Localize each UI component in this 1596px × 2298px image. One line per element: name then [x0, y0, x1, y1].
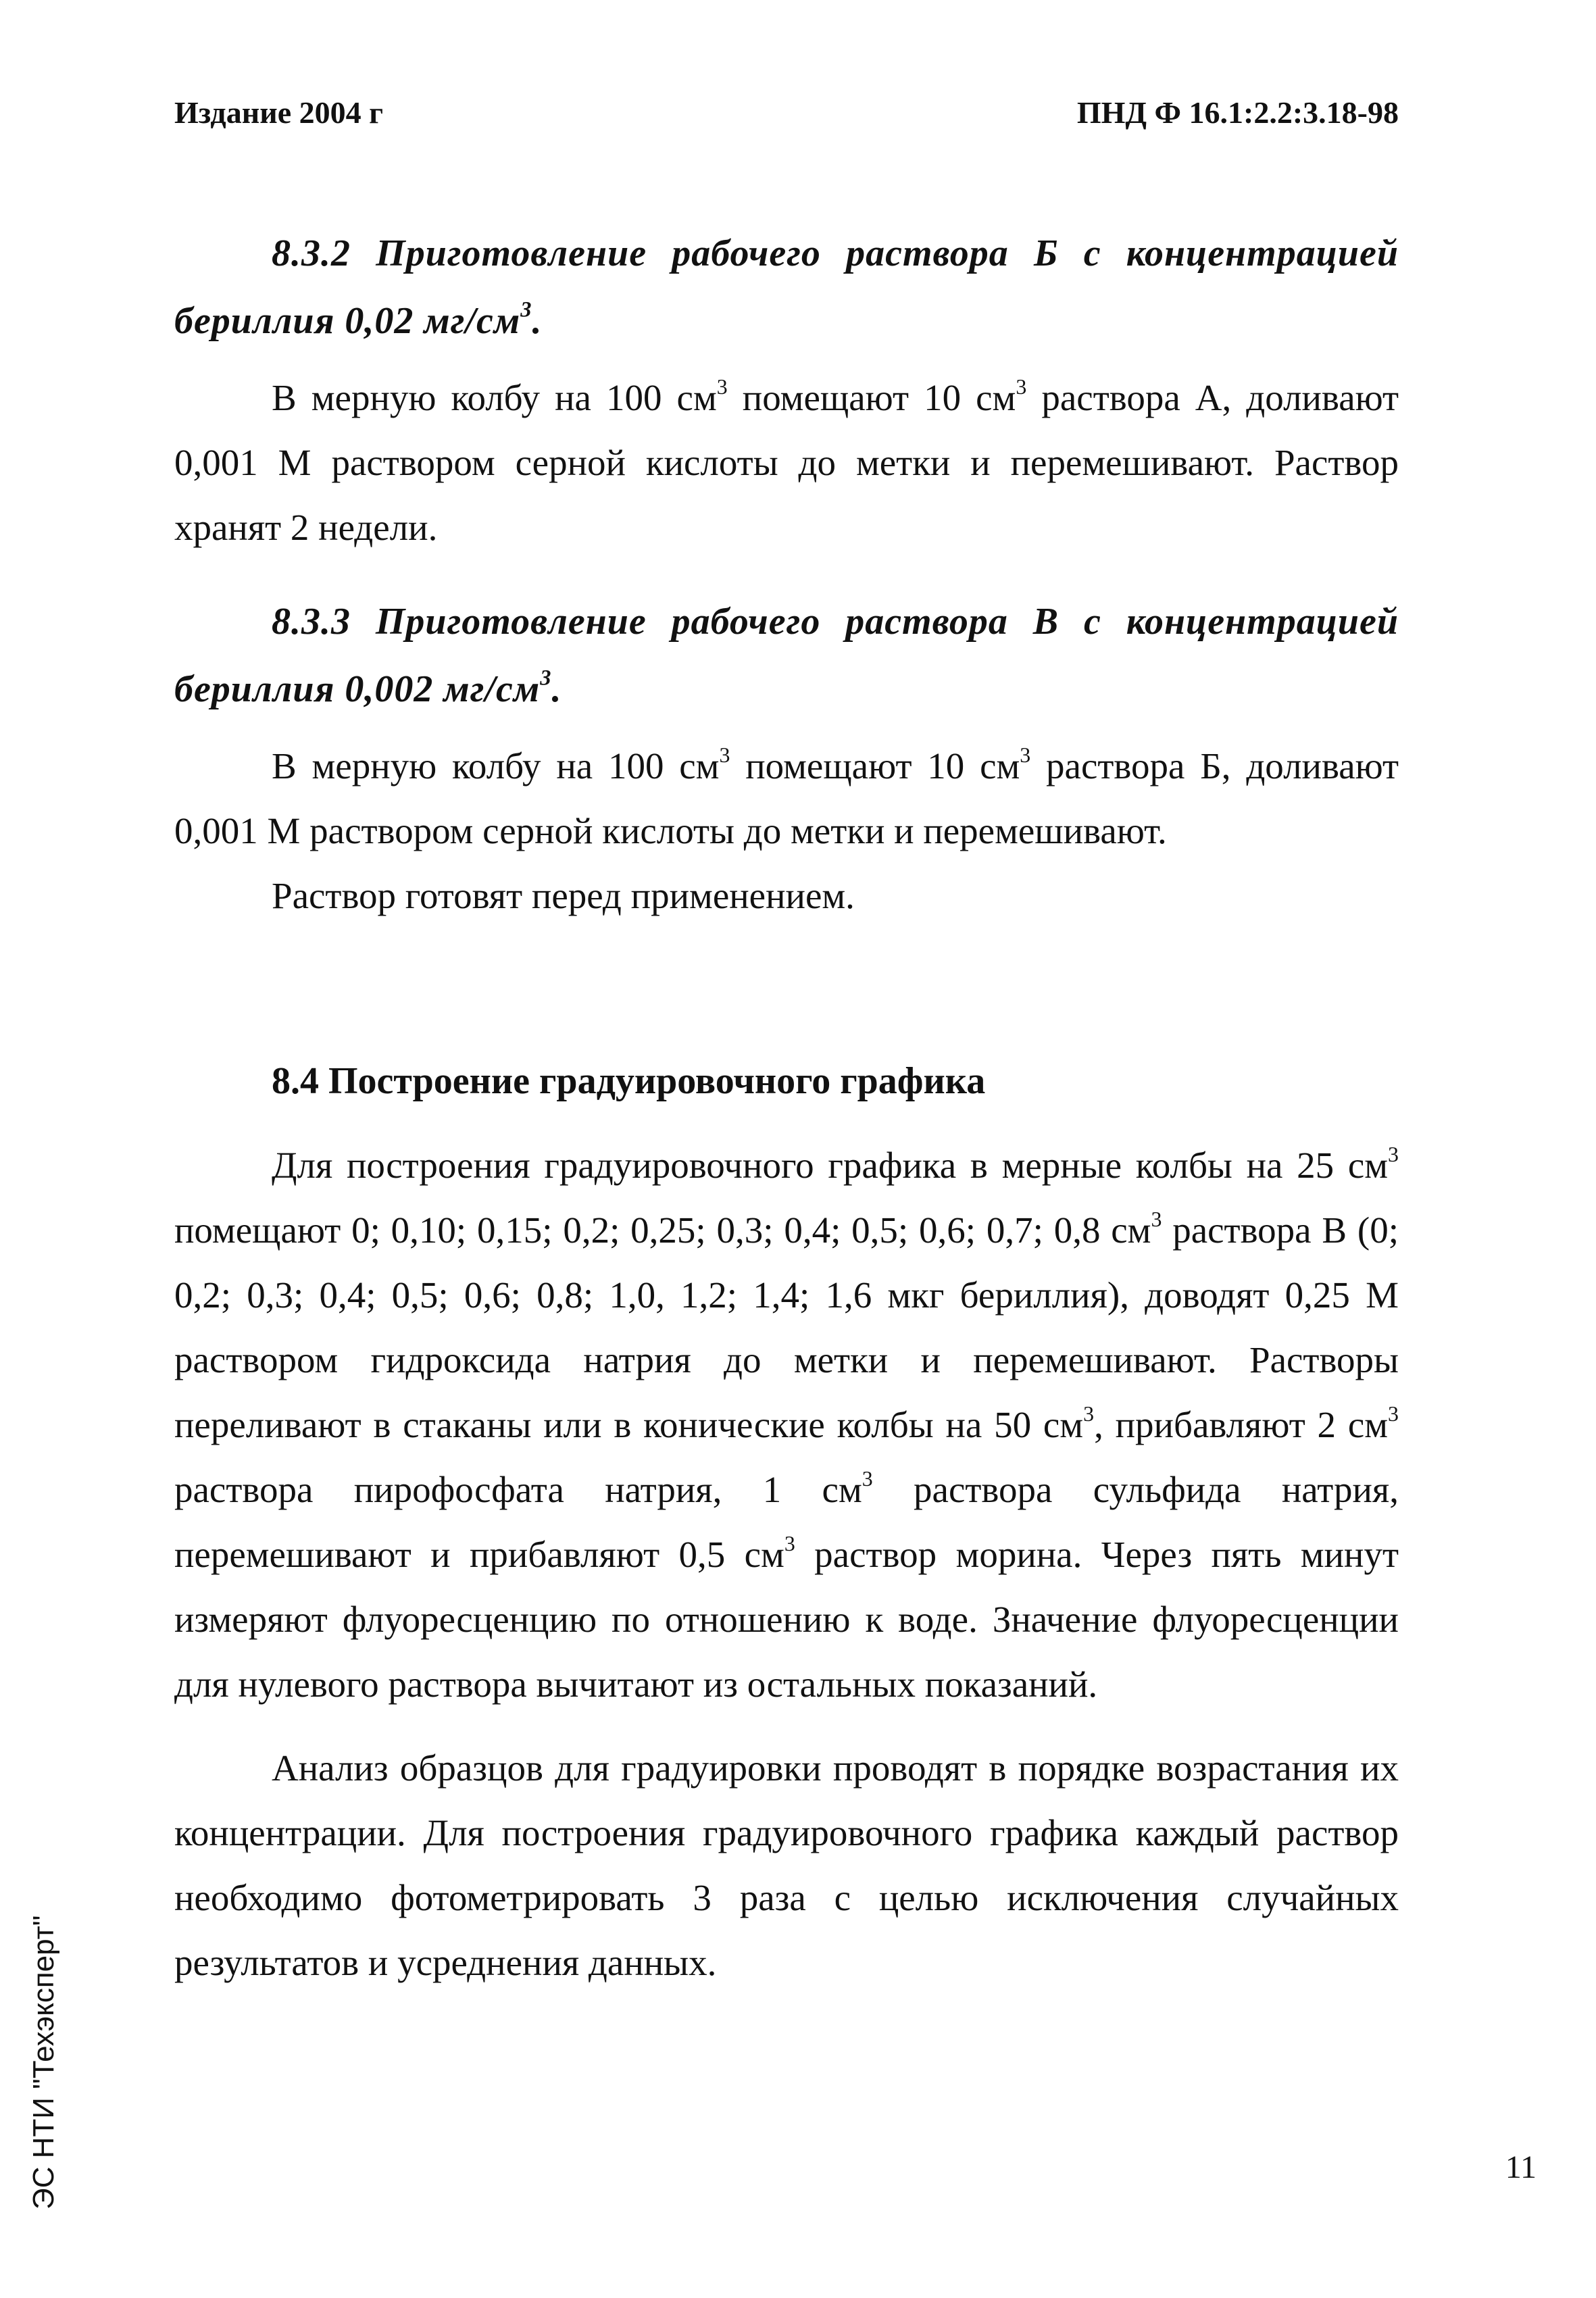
document-code: ПНД Ф 16.1:2.2:3.18-98 — [1076, 95, 1399, 130]
paragraph-solution-v: В мерную колбу на 100 $см^3$ помещают 10 $см^3$ раствора Б, доливают 0,001 М раствором серной кислоты до метки и перемешивают. — [174, 743, 1399, 851]
edition-label: Издание 2004 г — [174, 95, 384, 130]
sidebar-watermark: ЭС НТИ "Техэксперт" — [27, 1915, 60, 2209]
paragraph-analysis-order: Анализ образцов для градуировки проводят в порядке возрастания их концентрации. Для построения градуировочного графика каждый раствор необходимо фотометрировать 3 раза с целью исключения случайных результатов и усреднения данных. — [174, 1747, 1399, 1983]
page-number: 11 — [1505, 2149, 1537, 2185]
section-heading-8-3-2: 8.3.2 Приготовление рабочего раствора Б с концентрацией бериллия 0,02 $мг/см^3$. — [174, 232, 1399, 342]
section-heading-8-3-3: 8.3.3 Приготовление рабочего раствора В с концентрацией бериллия 0,002 $мг/см^3$. — [174, 601, 1399, 710]
section-8-4 — [174, 1051, 1399, 1995]
section-8-3-3 — [174, 588, 1399, 928]
paragraph-solution-b: В мерную колбу на 100 $см^3$ помещают 10 $см^3$ раствора А, доливают 0,001 М раствором серной кислоты до метки и перемешивают. Раствор хранят 2 недели. — [174, 375, 1399, 548]
section-8-3-2 — [174, 220, 1399, 560]
paragraph-prepare-note: Раствор готовят перед применением. — [272, 875, 855, 916]
section-heading-8-4: 8.4 Построение градуировочного графика — [272, 1060, 986, 1102]
paragraph-calibration-procedure: Для построения градуировочного графика в мерные колбы на 25 $см^3$ помещают 0; 0,10; 0,15; 0,2; 0,25; 0,3; 0,4; 0,5; 0,6; 0,7; 0,8 $см^3$ раствора В (0; 0,2; 0,3; 0,4; 0,5; 0,6; 0,8; 1,0, 1,2; 1,4; 1,6 мкг бериллия), доводят 0,25 М раствором гидроксида натрия до метки и перемешивают. Растворы переливают в стаканы или в конические колбы на 50 $см^3$, прибавляют 2 $см^3$ раствора пирофосфата натрия, 1 $см^3$ раствора сульфида натрия, перемешивают и прибавляют 0,5 $см^3$ раствор морина. Через пять минут измеряют флуоресценцию по отношению к воде. Значение флуоресценции для нулевого раствора вычитают из остальных показаний. — [174, 1143, 1399, 1705]
